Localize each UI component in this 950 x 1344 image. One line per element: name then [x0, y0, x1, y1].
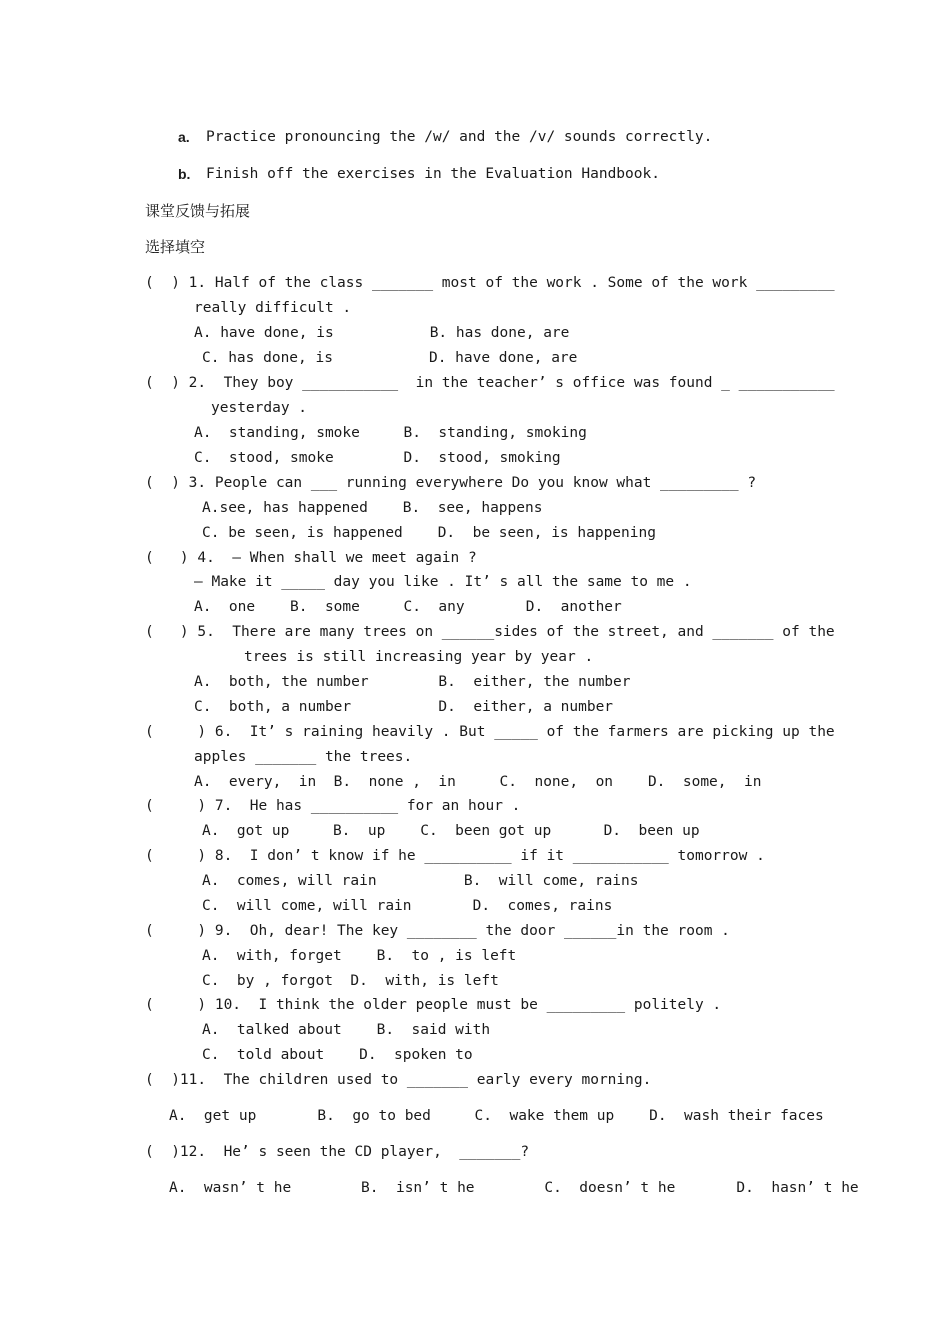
question-9-stem: ( ) 9. Oh, dear! The key ________ the door ______in the room . [145, 923, 730, 939]
question-4-options-row1: A. one B. some C. any D. another [194, 599, 622, 615]
question-1-options-row2: C. has done, is D. have done, are [202, 350, 578, 366]
subsection-title: 选择填空 [145, 238, 206, 256]
homework-marker-b: b. [178, 166, 191, 182]
question-1-stem: ( ) 1. Half of the class _______ most of the work . Some of the work _________ [145, 275, 835, 291]
question-9-options-row2: C. by , forgot D. with, is left [202, 973, 499, 989]
question-6-stem-cont: apples _______ the trees. [194, 749, 413, 765]
question-10-options-row2: C. told about D. spoken to [202, 1047, 473, 1063]
question-2-stem: ( ) 2. They boy ___________ in the teacher’ s office was found _ ___________ [145, 375, 835, 391]
question-12-stem: ( )12. He’ s seen the CD player, _______? [145, 1144, 530, 1160]
question-10-options-row1: A. talked about B. said with [202, 1022, 491, 1038]
question-2-stem-cont: yesterday . [211, 400, 308, 416]
question-3-options-row1: A.see, has happened B. see, happens [202, 500, 543, 516]
question-5-stem: ( ) 5. There are many trees on ______sides of the street, and _______ of the [145, 624, 835, 640]
question-6-stem: ( ) 6. It’ s raining heavily . But _____ of the farmers are picking up the [145, 724, 835, 740]
question-5-options-row1: A. both, the number B. either, the number [194, 674, 631, 690]
question-11-stem: ( )11. The children used to _______ early every morning. [145, 1072, 652, 1088]
question-2-options-row1: A. standing, smoke B. standing, smoking [194, 425, 587, 441]
question-3-options-row2: C. be seen, is happened D. be seen, is happening [202, 525, 656, 541]
question-8-options-row1: A. comes, will rain B. will come, rains [202, 873, 639, 889]
question-12-options-row1: A. wasn’ t he B. isn’ t he C. doesn’ t he D. hasn’ t he [169, 1180, 859, 1196]
question-4-stem-cont: — Make it _____ day you like . It’ s all the same to me . [194, 574, 692, 590]
question-11-options-row1: A. get up B. go to bed C. wake them up D. wash their faces [169, 1108, 824, 1124]
question-3-stem: ( ) 3. People can ___ running everywhere Do you know what _________ ? [145, 475, 757, 491]
question-1-stem-cont: really difficult . [194, 300, 352, 316]
homework-item-b: Finish off the exercises in the Evaluation Handbook. [206, 166, 660, 182]
question-5-options-row2: C. both, a number D. either, a number [194, 699, 614, 715]
question-2-options-row2: C. stood, smoke D. stood, smoking [194, 450, 561, 466]
question-8-options-row2: C. will come, will rain D. comes, rains [202, 898, 613, 914]
question-4-stem: ( ) 4. — When shall we meet again ? [145, 550, 477, 566]
homework-item-a: Practice pronouncing the /w/ and the /v/ sounds correctly. [206, 129, 713, 145]
question-8-stem: ( ) 8. I don’ t know if he __________ if it ___________ tomorrow . [145, 848, 765, 864]
question-6-options-row1: A. every, in B. none , in C. none, on D. some, in [194, 774, 762, 790]
section-title: 课堂反馈与拓展 [145, 202, 251, 220]
question-1-options-row1: A. have done, is B. has done, are [194, 325, 570, 341]
question-7-stem: ( ) 7. He has __________ for an hour . [145, 798, 521, 814]
question-10-stem: ( ) 10. I think the older people must be _________ politely . [145, 997, 722, 1013]
question-7-options-row1: A. got up B. up C. been got up D. been up [202, 823, 700, 839]
homework-marker-a: a. [178, 129, 190, 145]
question-9-options-row1: A. with, forget B. to , is left [202, 948, 517, 964]
question-5-stem-cont: trees is still increasing year by year . [244, 649, 594, 665]
